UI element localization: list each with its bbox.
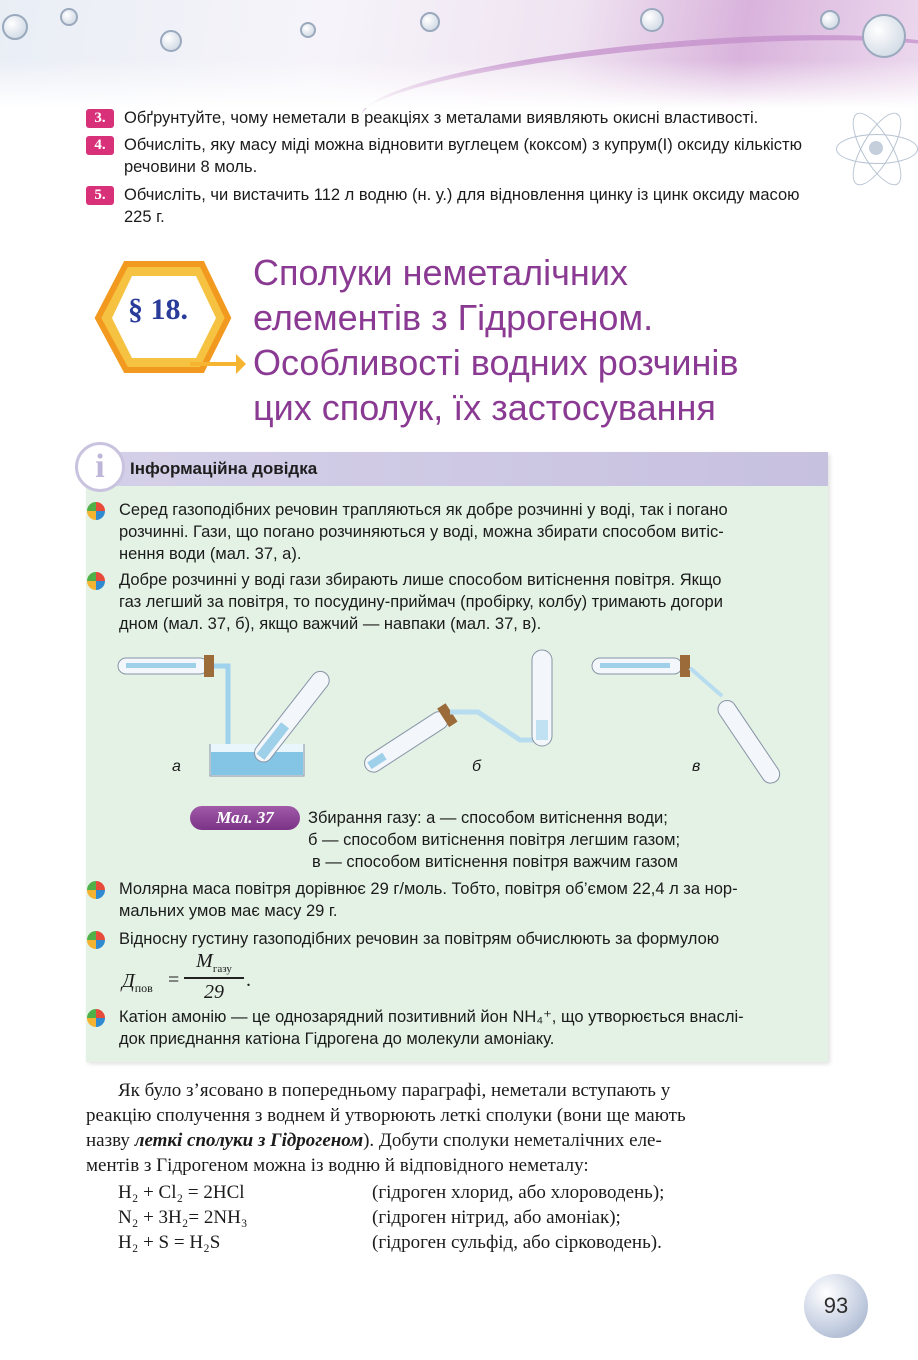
molecule-bubble-icon [820, 10, 840, 30]
equation-name: (гідроген хлорид, або хлороводень); [372, 1182, 665, 1203]
bullet-line: Катіон амонію — це однозарядний позитивний йон NH₄⁺, що утворюється внаслі- [119, 1008, 744, 1026]
section-title [253, 250, 853, 430]
figure-badge: Мал. 37 [190, 806, 300, 830]
body-line: ментів з Гідрогеном можна із водню й відповідного неметалу: [86, 1155, 589, 1176]
question-number: 5. [86, 186, 114, 205]
pinwheel-icon [86, 571, 106, 591]
body-line-text: Як було з’ясовано в попередньому параграфі, неметали вступають у [118, 1080, 671, 1101]
body-paragraph [86, 1078, 828, 1178]
molecule-bubble-icon [160, 30, 182, 52]
molecule-bubble-icon [420, 12, 440, 32]
equation: N₂ + 3H₂= 2NH₃ [118, 1207, 248, 1228]
equation-name: (гідроген сульфід, або сірководень). [372, 1232, 662, 1253]
figure-letter-b: б [472, 758, 481, 775]
body-line [86, 1128, 828, 1153]
formula-lhs-sub: пов [134, 981, 153, 995]
question-number: 3. [86, 109, 114, 128]
body-line: реакцію сполучення з воднем й утворюють леткі сполуки (вони ще мають [86, 1105, 686, 1126]
section-title-line: Особливості водних розчинів [253, 342, 739, 383]
bullet-line: док приєднання катіона Гідрогена до молекули амоніаку. [119, 1030, 555, 1048]
pinwheel-icon [86, 1008, 106, 1028]
figure-letter-a: а [172, 758, 181, 775]
bullet-text [119, 569, 818, 635]
question-number: 4. [86, 136, 114, 155]
top-banner [0, 0, 918, 108]
formula-equals: = [168, 969, 180, 991]
pinwheel-icon [86, 880, 106, 900]
figure-letter-v: в [692, 758, 701, 775]
body-line-text: назву [86, 1130, 135, 1151]
bullet-line: розчинні. Гази, що погано розчиняються у воді, можна збирати способом витіс- [119, 523, 724, 541]
formula-denominator: 29 [204, 981, 224, 1003]
section-number: § 18. [128, 293, 188, 326]
pinwheel-icon [86, 930, 106, 950]
pinwheel-icon [86, 501, 106, 521]
info-icon: i [75, 442, 125, 492]
section-title-line: Сполуки неметалічних [253, 252, 628, 293]
bullet-line: Добре розчинні у воді гази збирають лише способом витіснення повітря. Якщо [119, 571, 722, 589]
question-text: Обґрунтуйте, чому неметали в реакціях з металами виявляють окисні властивості. [124, 109, 759, 127]
question-4 [86, 134, 830, 178]
bullet-line: газ легший за повітря, то посудину-приймач (пробірку, колбу) тримають догори [119, 593, 723, 611]
body-line [86, 1078, 828, 1103]
figure-caption-line: в — способом витіснення повітря важчим газом [312, 853, 678, 871]
question-5 [86, 184, 830, 228]
fraction-bar [184, 977, 244, 979]
info-bullet [86, 878, 818, 922]
info-bullet [86, 569, 818, 635]
equation: H₂ + Cl₂ = 2HCl [118, 1182, 245, 1203]
body-line-text: ). Добути сполуки неметалічних еле- [363, 1130, 662, 1151]
formula-end: . [246, 969, 251, 991]
question-3 [86, 107, 830, 129]
body-term: леткі сполуки з Гідрогеном [134, 1130, 364, 1151]
section-title-line: елементів з Гідрогеном. [253, 297, 654, 338]
banner-fade [0, 60, 918, 108]
figure-caption-line: б — способом витіснення повітря легшим газом; [308, 831, 681, 849]
info-bullet [86, 928, 818, 950]
molecule-bubble-icon [2, 14, 28, 40]
figure-a [118, 655, 333, 776]
figure-v [592, 655, 783, 787]
formula-lhs [122, 970, 153, 996]
molecule-bubble-icon [60, 8, 78, 26]
question-text: Обчисліть, чи вистачить 112 л водню (н. у.) для відновлення цинку із цинк оксиду масою 225 г. [124, 186, 800, 226]
info-bullet [86, 1006, 818, 1050]
info-bullet [86, 499, 818, 565]
formula-numerator-symbol: M [196, 950, 213, 972]
section-title-line: цих сполук, їх застосування [253, 387, 716, 428]
atom-nucleus [869, 141, 883, 155]
question-text: Обчисліть, яку масу міді можна відновити вуглецем (коксом) з купрум(I) оксиду кількістю речовини 8 моль. [124, 136, 802, 176]
bullet-line: Відносну густину газоподібних речовин за повітрям обчислюють за формулою [119, 930, 720, 948]
info-title: Інформаційна довідка [130, 459, 318, 478]
page-number: 93 [804, 1274, 868, 1338]
bullet-text [119, 878, 818, 922]
gas-collection-figure [110, 640, 810, 790]
bullet-text [119, 1006, 818, 1050]
molecule-bubble-icon [640, 8, 664, 32]
molecule-bubble-icon [862, 14, 906, 58]
figure-caption-line: Збирання газу: а — способом витіснення води; [308, 809, 668, 827]
bullet-line: нення води (мал. 37, а). [119, 545, 302, 563]
bullet-line: дном (мал. 37, б), якщо важчий — навпаки (мал. 37, в). [119, 615, 542, 633]
bullet-line: мальних умов має масу 29 г. [119, 902, 338, 920]
bullet-text [119, 499, 818, 565]
equation: H₂ + S = H₂S [118, 1232, 221, 1253]
bullet-line: Серед газоподібних речовин трапляються як добре розчинні у воді, так і погано [119, 501, 728, 519]
figure-b [360, 650, 552, 777]
bullet-text [119, 928, 818, 950]
bullet-line: Молярна маса повітря дорівнює 29 г/моль. Тобто, повітря об’ємом 22,4 л за нор- [119, 880, 738, 898]
equation-name: (гідроген нітрид, або амоніак); [372, 1207, 621, 1228]
molecule-bubble-icon [300, 22, 316, 38]
formula-lhs-symbol: Д [122, 970, 135, 992]
density-formula [122, 950, 322, 1006]
formula-numerator [184, 950, 244, 975]
atom-icon [836, 108, 916, 188]
formula-numerator-sub: газу [212, 963, 232, 975]
